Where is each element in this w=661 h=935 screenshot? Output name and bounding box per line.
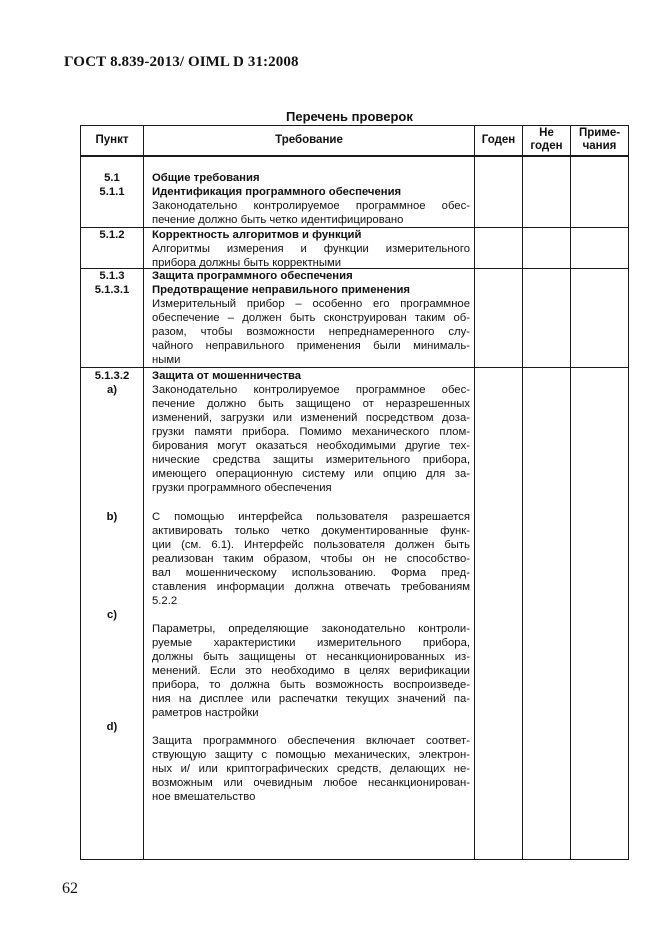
- requirement-text-line: Измерительный прибор – особенно его программное: [152, 298, 470, 310]
- requirement-text-line: Параметры, определяющие законодательно контроли-: [152, 623, 470, 635]
- table-border-top: [80, 125, 629, 126]
- sub-item-label: d): [106, 721, 118, 733]
- requirement-text-line: ции (см. 6.1). Интерфейс пользователя должен быть: [152, 539, 470, 551]
- point-number: 5.1.3.2: [94, 370, 130, 382]
- requirement-text-line: бирования могут оказаться необходимыми другие тех-: [152, 440, 470, 452]
- requirement-cell: [152, 369, 470, 495]
- requirement-text-line: прибора, то должна быть возможность воспроизведе-: [152, 679, 470, 691]
- requirement-text-line: вал мошенническому использованию. Форма пред-: [152, 567, 470, 579]
- requirement-text-line: Законодательно контролируемое программное обес-: [152, 384, 470, 396]
- section-heading: Защита от мошенничества: [152, 370, 302, 382]
- sub-item-text: [152, 734, 470, 804]
- column-header-notes-line2: чания: [582, 140, 617, 152]
- table-border-left: [80, 125, 81, 860]
- point-number: 5.1.1: [99, 186, 125, 198]
- requirement-text-line: Защита программного обеспечения включает соответ-: [152, 735, 470, 747]
- requirement-text-line: ствующую защиту с помощью механических, электрон-: [152, 749, 470, 761]
- column-header-point: Пункт: [95, 134, 129, 146]
- requirement-text-line: раметров настройки: [152, 707, 259, 719]
- requirement-cell: [152, 228, 470, 270]
- row-point-numbers: [82, 269, 142, 297]
- page-number: 62: [62, 880, 78, 897]
- point-number: 5.1.3: [99, 270, 125, 282]
- section-heading: Общие требования: [152, 172, 260, 184]
- requirement-text-line: обеспечение – должен быть сконструирован таким об-: [152, 312, 470, 324]
- requirement-text-line: грузки программного обеспечения: [152, 482, 332, 494]
- requirement-text-line: возможным или очевидным любое несанкционирован-: [152, 777, 470, 789]
- requirement-text-line: менений. Если это необходимо в целях верификации: [152, 665, 470, 677]
- requirement-text-line: ставления информации должна отвечать требованиям: [152, 581, 470, 593]
- requirement-text-line: имеющего операционную систему или опцию для за-: [152, 468, 470, 480]
- table-border-right: [628, 125, 629, 860]
- column-header-requirement: Требование: [275, 134, 343, 146]
- requirement-text-line: должны быть защищены от несанкционированных из-: [152, 651, 470, 663]
- table-caption: Перечень проверок: [286, 109, 413, 124]
- row-point-numbers: [82, 171, 142, 199]
- section-heading: Корректность алгоритмов и функций: [152, 229, 362, 241]
- document-header: ГОСТ 8.839-2013/ OIML D 31:2008: [64, 54, 299, 70]
- requirement-text-line: ными: [152, 354, 181, 366]
- requirement-text-line: грузки памяти прибора. Помимо механического плом-: [152, 426, 470, 438]
- column-header-notes-line1: Приме-: [578, 127, 621, 139]
- column-divider: [522, 125, 523, 860]
- requirement-text-line: ния на дисплее или распечатки текущих значений па-: [152, 693, 470, 705]
- column-header-unfit-line1: Не: [539, 127, 554, 139]
- row-point-numbers: [82, 369, 142, 397]
- point-number: 5.1.2: [99, 229, 125, 241]
- column-header-fit: Годен: [481, 134, 516, 146]
- header-divider: [80, 155, 629, 157]
- point-number: a): [106, 384, 118, 396]
- column-divider: [143, 125, 144, 860]
- section-heading: Защита программного обеспечения: [152, 270, 353, 282]
- column-header-unfit-line2: годен: [530, 140, 563, 152]
- requirement-text-line: активировать только четко документированные функ-: [152, 525, 470, 537]
- row-point-numbers: [82, 228, 142, 242]
- section-heading: Идентификация программного обеспечения: [152, 186, 402, 198]
- point-number: 5.1: [104, 172, 120, 184]
- point-number: 5.1.3.1: [94, 284, 130, 296]
- row-divider: [80, 367, 629, 368]
- requirement-text-line: С помощью интерфейса пользователя разрешается: [152, 511, 470, 523]
- requirement-text-line: печение должно быть четко идентифицировано: [152, 214, 404, 226]
- column-divider: [474, 125, 475, 860]
- section-heading: Предотвращение неправильного применения: [152, 284, 410, 296]
- column-header-notes: [571, 127, 628, 153]
- sub-item-text: [152, 510, 470, 608]
- requirement-cell: [152, 269, 470, 367]
- requirement-text-line: Законодательно контролируемое программное обес-: [152, 200, 470, 212]
- requirement-text-line: руемые характеристики измерительного прибора,: [152, 637, 470, 649]
- requirement-cell: [152, 171, 470, 227]
- column-divider: [570, 125, 571, 860]
- requirement-text-line: реализован таким образом, чтобы он не способство-: [152, 553, 470, 565]
- table-border-bottom: [80, 859, 629, 860]
- requirement-text-line: прибора должны быть корректными: [152, 257, 342, 269]
- column-header-unfit: [523, 127, 570, 153]
- sub-item-label: c): [106, 609, 118, 621]
- requirement-text-line: чайного неправильного применения были минималь-: [152, 340, 470, 352]
- requirement-text-line: печение должно быть защищено от неразрешенных: [152, 398, 470, 410]
- requirement-text-line: изменений, загрузки или изменений посредством доза-: [152, 412, 470, 424]
- sub-item-text: [152, 622, 470, 720]
- requirement-text-line: ных и/ или криптографических средств, делающих не-: [152, 763, 470, 775]
- requirement-text-line: 5.2.2: [152, 595, 178, 607]
- requirement-text-line: нические средства защиты измерительного прибора,: [152, 454, 470, 466]
- requirement-text-line: ное вмешательство: [152, 791, 256, 803]
- requirement-text-line: разом, чтобы возможности непреднамеренного слу-: [152, 326, 470, 338]
- requirement-text-line: Алгоритмы измерения и функции измерительного: [152, 243, 470, 255]
- sub-item-label: b): [106, 511, 118, 523]
